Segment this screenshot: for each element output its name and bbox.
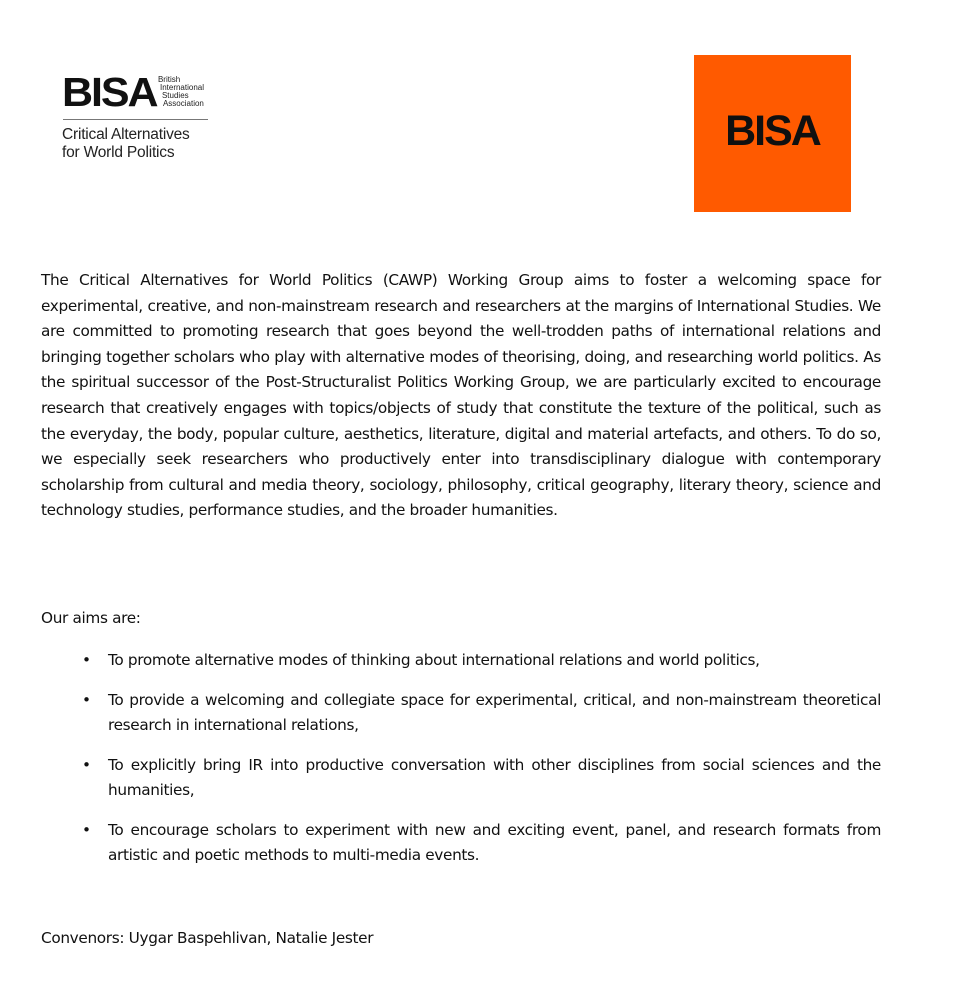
bisa-cawp-logo: [62, 69, 212, 162]
list-item: [41, 818, 881, 869]
list-item: [41, 648, 881, 674]
intro-paragraph: The Critical Alternatives for World Politics (CAWP) Working Group aims to foster a welcoming space for experimental, creative, and non-mainstream research and researchers at the margins of International Studies. We are committed to promoting research that goes beyond the well-trodden paths of international relations and bringing together scholars who play with alternative modes of theorising, doing, and researching world politics. As the spiritual successor of the Post-Structuralist Politics Working Group, we are particularly excited to encourage research that creatively engages with topics/objects of study that constitute the texture of the political, such as the everyday, the body, popular culture, aesthetics, literature, digital and material artefacts, and others. To do so, we especially seek researchers who productively enter into transdisciplinary dialogue with contemporary scholarship from cultural and media theory, sociology, philosophy, critical geography, literary theory, science and technology studies, performance studies, and the broader humanities.: [41, 271, 881, 520]
bullet-icon: •: [82, 820, 91, 839]
aims-list: [41, 648, 881, 883]
working-group-name-line: Critical Alternatives: [62, 126, 190, 143]
aim-text: To explicitly bring IR into productive conversation with other disciplines from social sciences and the humanities,: [108, 755, 881, 799]
bullet-icon: •: [82, 651, 91, 669]
bisa-orange-logo: [694, 55, 851, 212]
org-line: British: [157, 75, 181, 84]
bisa-logo-row: [62, 69, 212, 115]
bisa-wordmark: BISA: [62, 69, 157, 115]
list-item: [41, 753, 881, 804]
document-body: [41, 268, 881, 947]
aim-text: To encourage scholars to experiment with new and exciting event, panel, and research formats from artistic and poetic methods to multi-media events.: [108, 820, 881, 864]
bullet-icon: •: [82, 755, 91, 774]
org-line: Association: [162, 99, 204, 108]
bisa-full-name: [158, 76, 204, 108]
bullet-icon: •: [82, 690, 91, 709]
org-line: Studies: [161, 91, 189, 100]
convenors-line: Convenors: Uygar Baspehlivan, Natalie Jester: [41, 929, 374, 947]
aims-heading: Our aims are:: [41, 609, 141, 627]
aim-text: To promote alternative modes of thinking about international relations and world politics,: [108, 651, 760, 669]
aim-text: To provide a welcoming and collegiate space for experimental, critical, and non-mainstream theoretical research in international relations,: [108, 690, 881, 734]
working-group-name-line: for World Politics: [62, 144, 175, 161]
list-item: [41, 688, 881, 739]
bisa-wordmark: BISA: [725, 107, 820, 155]
logo-divider: [63, 119, 208, 120]
working-group-name: [62, 126, 212, 162]
org-line: International: [159, 83, 204, 92]
